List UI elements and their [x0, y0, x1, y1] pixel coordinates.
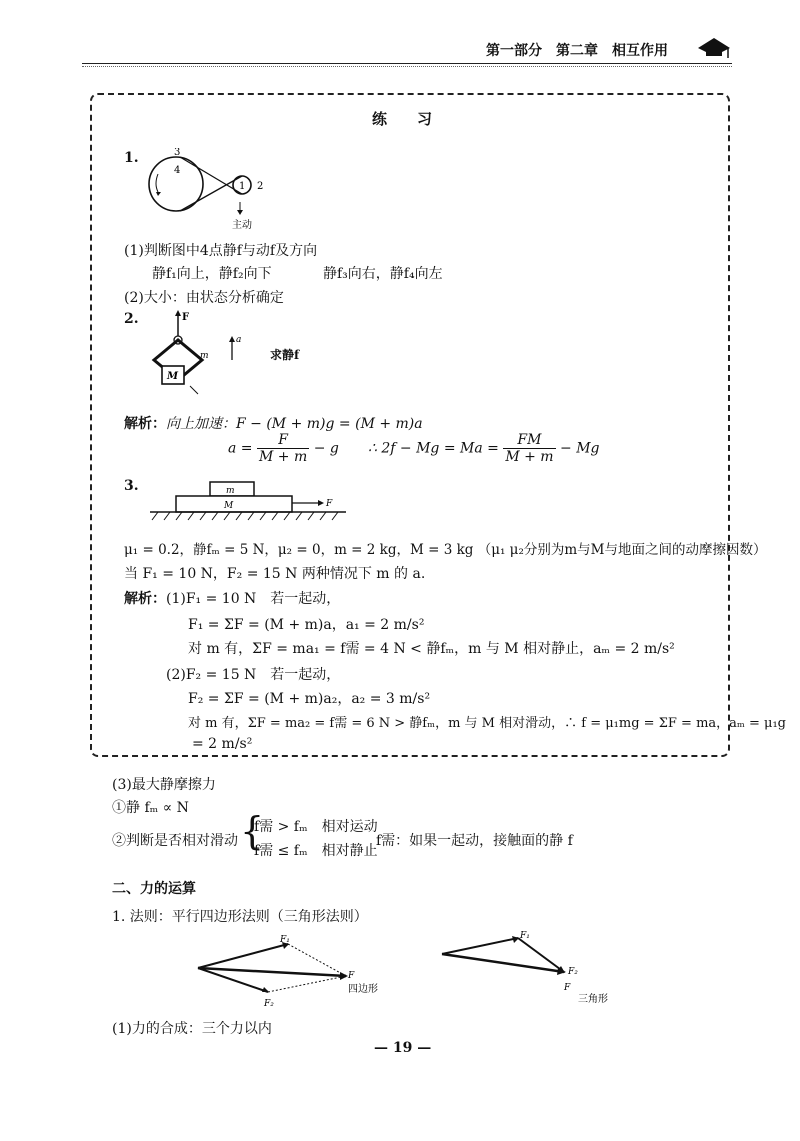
- q3-line3: 对 m 有，ΣF = ma₁ = f需 = 4 N < 静fₘ，m 与 M 相对静止，aₘ = 2 m/s²: [188, 641, 675, 657]
- q2-ask: 求静f: [270, 348, 300, 362]
- q2-eq-a-den: M + m: [258, 449, 308, 465]
- page-number: — 19 —: [374, 1040, 432, 1056]
- q3-given: μ₁ = 0.2，静fₘ = 5 N，μ₂ = 0，m = 2 kg，M = 3 kg （μ₁ μ₂分别为m与M与地面之间的动摩擦因数）: [124, 542, 767, 558]
- triangle-diagram: [440, 928, 640, 1014]
- tri-label-F1: F₁: [520, 931, 530, 941]
- header-rule: [82, 63, 732, 64]
- q2-eq-2f-den: M + m: [505, 449, 554, 465]
- q3-line4: (2)F₂ = 15 N 若一起动，: [166, 667, 341, 683]
- tri-label-F: F: [564, 983, 571, 993]
- q2-eq-a: [228, 432, 339, 465]
- q1-label-4: 4: [174, 165, 181, 176]
- q2-label-M: M: [167, 371, 179, 382]
- condition-brace: {: [240, 809, 265, 853]
- q1-pulley-figure: [140, 148, 280, 234]
- q2-analysis: [124, 413, 423, 433]
- q2-eq-a-lhs: a =: [228, 440, 253, 457]
- q3-analysis-1: [124, 588, 340, 608]
- q3-ask: 当 F₁ = 10 N，F₂ = 15 N 两种情况下 m 的 a.: [124, 566, 426, 582]
- para-label-name: 四边形: [348, 984, 378, 995]
- parallelogram-diagram: [196, 930, 426, 1016]
- q3-label-F: F: [326, 499, 333, 509]
- q2-number: 2.: [124, 311, 139, 327]
- condition-move: f需 > fₘ 相对运动: [254, 819, 378, 835]
- max-static-friction-heading: (3)最大静摩擦力: [112, 777, 216, 793]
- static-friction-proportional: ①静 fₘ ∝ N: [112, 800, 189, 816]
- tri-label-name: 三角形: [578, 994, 608, 1005]
- running-header: 第一部分 第二章 相互作用: [486, 43, 668, 59]
- tri-label-F2: F₂: [568, 967, 578, 977]
- para-label-F2: F₂: [264, 999, 274, 1009]
- q3-line7: = 2 m/s²: [192, 736, 253, 752]
- f-required-note: f需：如果一起动，接触面的静 f: [376, 833, 573, 849]
- q1-number: 1.: [124, 150, 139, 166]
- q3-blocks-figure: [150, 476, 350, 522]
- q3-label-m: m: [226, 486, 235, 496]
- q2-eq-2f-tail: − Mg: [560, 440, 600, 457]
- q1-label-driver: 主动: [232, 220, 252, 231]
- q1-line1: (1)判断图中4点静f与动f及方向: [124, 243, 318, 259]
- q1-line2b: 静f₃向右，静f₄向左: [323, 266, 443, 282]
- graduation-cap-icon: [696, 34, 732, 60]
- section2-title: 二、力的运算: [112, 881, 196, 897]
- exercise-title: 练 习: [372, 110, 433, 128]
- q2-eq-2f-lhs: ∴ 2f − Mg = Ma =: [368, 440, 499, 457]
- q2-eq-a-num: F: [257, 432, 309, 449]
- q1-line2a: 静f₁向上，静f₂向下: [152, 266, 272, 282]
- q3-number: 3.: [124, 478, 139, 494]
- condition-rest: f需 ≤ fₘ 相对静止: [254, 843, 378, 859]
- q2-eq-a-tail: − g: [313, 440, 339, 457]
- q2-analysis-line1: 向上加速：F − (M + m)g = (M + m)a: [166, 416, 423, 432]
- q2-label-a: a: [236, 335, 242, 345]
- q3-line6: 对 m 有，ΣF = ma₂ = f需 = 6 N > 静fₘ，m 与 M 相对滑动，∴ f = μ₁mg = ΣF = ma，aₘ = μ₁g: [188, 716, 787, 731]
- section2-rule: 1. 法则：平行四边形法则（三角形法则）: [112, 909, 368, 925]
- composition-line: (1)力的合成：三个力以内: [112, 1021, 272, 1037]
- q3-line2: F₁ = ΣF = (M + m)a，a₁ = 2 m/s²: [188, 617, 425, 633]
- q3-line1: (1)F₁ = 10 N 若一起动，: [166, 591, 341, 607]
- q2-label-F: F: [182, 312, 190, 323]
- q1-label-1: 1: [239, 181, 246, 192]
- header-rule-dotted: [82, 66, 732, 67]
- para-label-F: F: [348, 971, 355, 981]
- q1-line3: (2)大小：由状态分析确定: [124, 290, 284, 306]
- q3-analysis-label: 解析：: [124, 591, 166, 607]
- q2-eq-2f-num: FM: [503, 432, 555, 449]
- q2-analysis-label: 解析：: [124, 416, 166, 432]
- q2-label-m: m: [200, 351, 209, 361]
- q3-line5: F₂ = ΣF = (M + m)a₂，a₂ = 3 m/s²: [188, 691, 431, 707]
- para-label-F1: F₁: [280, 935, 290, 945]
- q1-label-3: 3: [174, 148, 181, 158]
- q3-label-M: M: [224, 501, 234, 511]
- q2-eq-2f: [368, 432, 600, 465]
- q1-label-2: 2: [257, 181, 264, 192]
- relative-slide-judge: ②判断是否相对滑动: [112, 833, 238, 849]
